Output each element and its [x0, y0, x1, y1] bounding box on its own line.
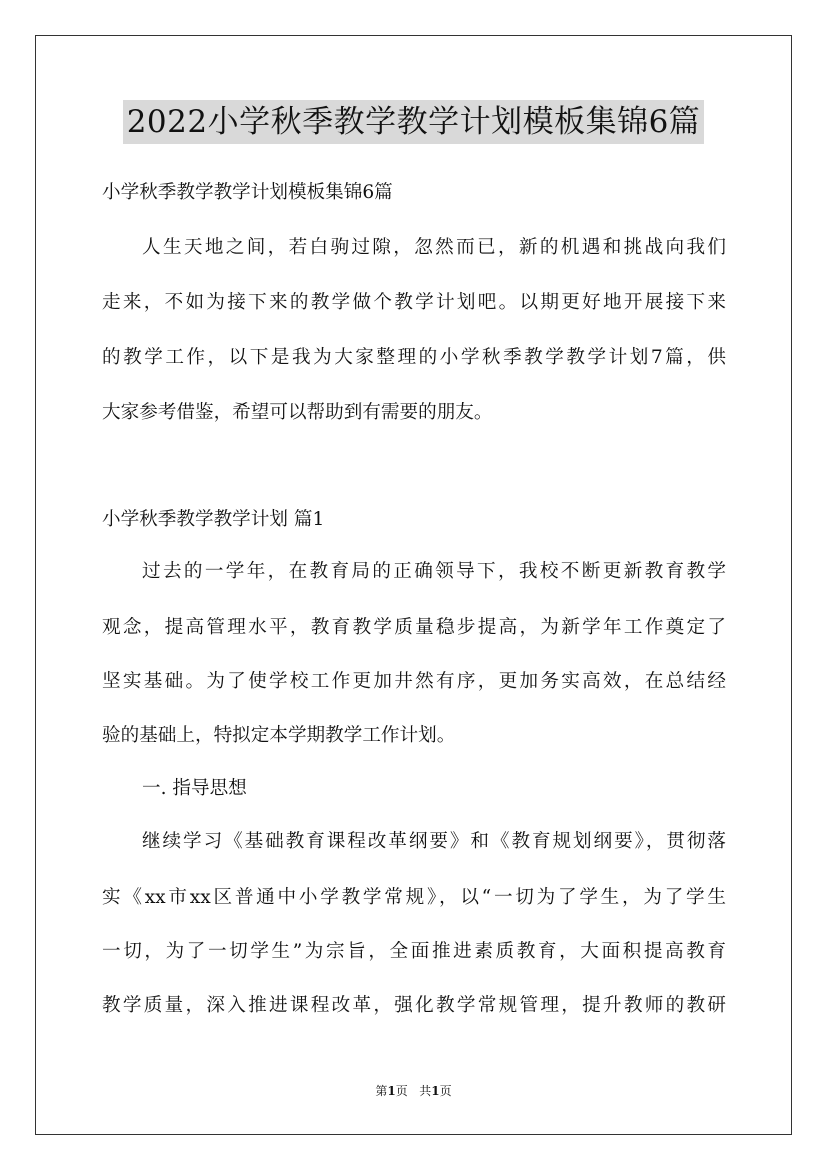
- footer-page-number: 1: [387, 1084, 396, 1098]
- footer-total-prefix: 共: [419, 1084, 432, 1098]
- footer-total-suffix: 页: [439, 1084, 452, 1098]
- document-title: [0, 100, 827, 146]
- intro-line-2: 走来，不如为接下来的教学做个教学计划吧。以期更好地开展接下来: [102, 292, 726, 313]
- footer-page-prefix: 第: [375, 1084, 388, 1098]
- sub-heading: 一. 指导思想: [142, 778, 247, 799]
- para2-line-4: 教学质量，深入推进课程改革，强化教学常规管理，提升教师的教研: [102, 995, 726, 1016]
- document-title-text: 2022小学秋季教学教学计划模板集锦6篇: [123, 100, 705, 144]
- para2-line-1: 继续学习《基础教育课程改革纲要》和《教育规划纲要》，贯彻落: [142, 831, 726, 852]
- para1-line-1: 过去的一学年，在教育局的正确领导下，我校不断更新教育教学: [142, 561, 726, 582]
- intro-line-4: 大家参考借鉴，希望可以帮助到有需要的朋友。: [102, 402, 493, 423]
- para1-line-3: 坚实基础。为了使学校工作更加井然有序，更加务实高效，在总结经: [102, 671, 726, 692]
- para1-line-2: 观念，提高管理水平，教育教学质量稳步提高，为新学年工作奠定了: [102, 617, 726, 638]
- intro-line-3: 的教学工作，以下是我为大家整理的小学秋季教学教学计划7篇，供: [102, 347, 726, 368]
- document-subtitle: 小学秋季教学教学计划模板集锦6篇: [102, 182, 393, 203]
- footer-total-number: 1: [431, 1084, 440, 1098]
- para2-line-2: 实《xx市xx区普通中小学教学常规》，以“一切为了学生，为了学生: [102, 887, 726, 908]
- para2-line-3: 一切，为了一切学生”为宗旨，全面推进素质教育，大面积提高教育: [102, 941, 726, 962]
- page-footer: [0, 1083, 827, 1099]
- footer-page-suffix: 页: [395, 1084, 408, 1098]
- section-heading: 小学秋季教学教学计划 篇1: [102, 509, 325, 530]
- intro-line-1: 人生天地之间，若白驹过隙，忽然而已，新的机遇和挑战向我们: [142, 237, 726, 258]
- para1-line-4: 验的基础上，特拟定本学期教学工作计划。: [102, 725, 456, 746]
